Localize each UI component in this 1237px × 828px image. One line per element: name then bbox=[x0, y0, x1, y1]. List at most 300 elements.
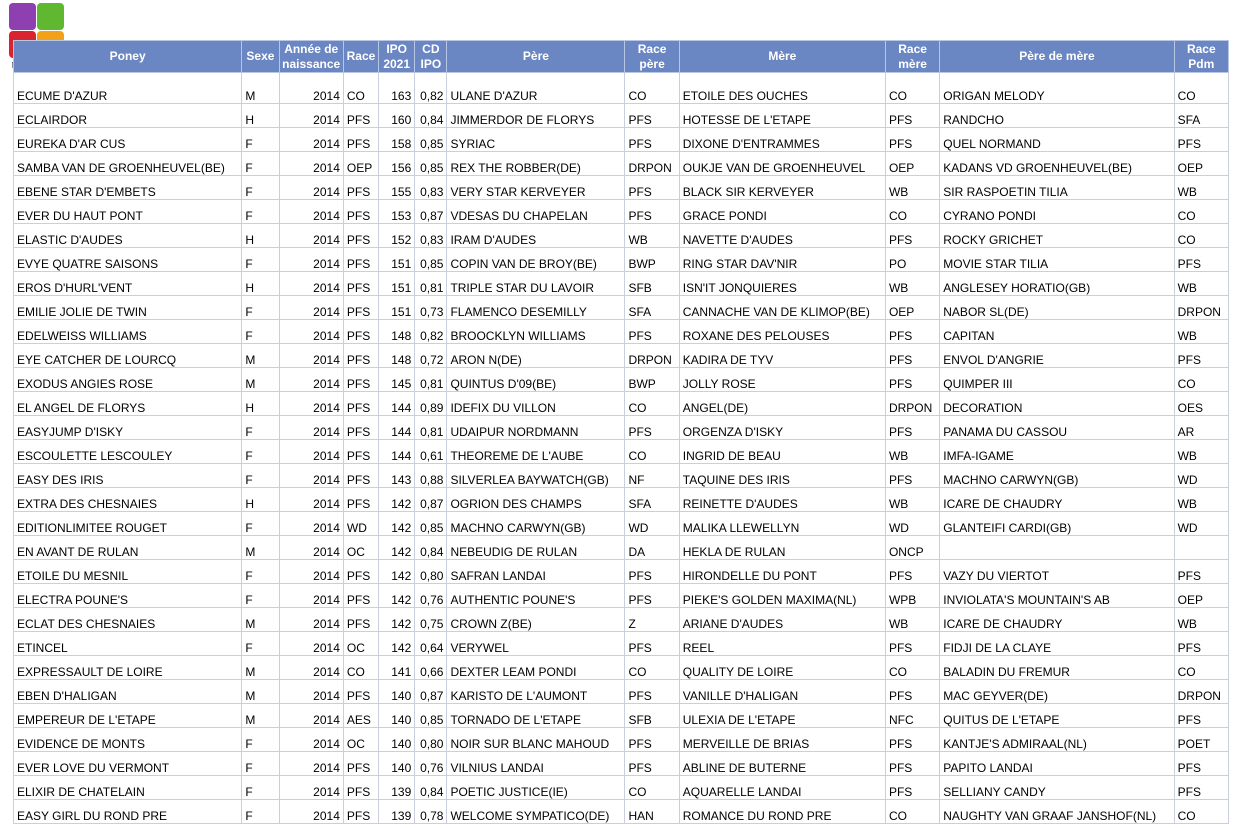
cell-annee: 2014 bbox=[279, 656, 343, 680]
cell-race-pdm: SFA bbox=[1174, 104, 1228, 128]
cell-cd-ipo: 0,72 bbox=[415, 344, 447, 368]
col-header[interactable]: Père bbox=[447, 41, 625, 73]
cell-pere: IRAM D'AUDES bbox=[447, 224, 625, 248]
cell-race-pere: PFS bbox=[625, 680, 679, 704]
cell-race-pere: SFA bbox=[625, 488, 679, 512]
cell-ipo: 140 bbox=[379, 752, 415, 776]
cell-cd-ipo: 0,76 bbox=[415, 752, 447, 776]
cell-mere: ANGEL(DE) bbox=[679, 392, 885, 416]
cell-pere: ULANE D'AZUR bbox=[447, 73, 625, 104]
cell-sexe: F bbox=[242, 584, 279, 608]
cell-race-pdm: DRPON bbox=[1174, 680, 1228, 704]
cell-sexe: M bbox=[242, 73, 279, 104]
cell-poney: EVYE QUATRE SAISONS bbox=[14, 248, 242, 272]
cell-race: PFS bbox=[343, 344, 378, 368]
cell-ipo: 140 bbox=[379, 704, 415, 728]
cell-race: PFS bbox=[343, 608, 378, 632]
cell-race-mere: WB bbox=[885, 488, 939, 512]
cell-cd-ipo: 0,84 bbox=[415, 536, 447, 560]
cell-pere-de-mere: GLANTEIFI CARDI(GB) bbox=[940, 512, 1174, 536]
cell-annee: 2014 bbox=[279, 680, 343, 704]
cell-pere-de-mere: MACHNO CARWYN(GB) bbox=[940, 464, 1174, 488]
table-row bbox=[14, 224, 1229, 248]
cell-poney: EN AVANT DE RULAN bbox=[14, 536, 242, 560]
cell-race-mere: CO bbox=[885, 73, 939, 104]
cell-mere: MERVEILLE DE BRIAS bbox=[679, 728, 885, 752]
cell-pere: VERYWEL bbox=[447, 632, 625, 656]
cell-race-pdm: WB bbox=[1174, 320, 1228, 344]
table-row bbox=[14, 632, 1229, 656]
cell-poney: ECLAT DES CHESNAIES bbox=[14, 608, 242, 632]
cell-race-pdm: WB bbox=[1174, 608, 1228, 632]
cell-ipo: 155 bbox=[379, 176, 415, 200]
cell-pere: JIMMERDOR DE FLORYS bbox=[447, 104, 625, 128]
cell-race-pdm: DRPON bbox=[1174, 296, 1228, 320]
cell-poney: ETOILE DU MESNIL bbox=[14, 560, 242, 584]
cell-poney: ECUME D'AZUR bbox=[14, 73, 242, 104]
cell-annee: 2014 bbox=[279, 632, 343, 656]
cell-ipo: 144 bbox=[379, 416, 415, 440]
cell-sexe: F bbox=[242, 752, 279, 776]
cell-pere-de-mere: QUITUS DE L'ETAPE bbox=[940, 704, 1174, 728]
cell-cd-ipo: 0,66 bbox=[415, 656, 447, 680]
cell-mere: BLACK SIR KERVEYER bbox=[679, 176, 885, 200]
cell-sexe: F bbox=[242, 200, 279, 224]
cell-pere-de-mere: BALADIN DU FREMUR bbox=[940, 656, 1174, 680]
cell-race-pere: CO bbox=[625, 73, 679, 104]
col-header[interactable]: Mère bbox=[679, 41, 885, 73]
cell-race-pdm: PFS bbox=[1174, 704, 1228, 728]
cell-race-pere: CO bbox=[625, 656, 679, 680]
cell-poney: ESCOULETTE LESCOULEY bbox=[14, 440, 242, 464]
cell-annee: 2014 bbox=[279, 344, 343, 368]
cell-cd-ipo: 0,78 bbox=[415, 800, 447, 824]
cell-pere-de-mere: MOVIE STAR TILIA bbox=[940, 248, 1174, 272]
cell-mere: ROMANCE DU ROND PRE bbox=[679, 800, 885, 824]
cell-mere: OUKJE VAN DE GROENHEUVEL bbox=[679, 152, 885, 176]
cell-race: PFS bbox=[343, 368, 378, 392]
cell-race-pere: BWP bbox=[625, 248, 679, 272]
cell-poney: EROS D'HURL'VENT bbox=[14, 272, 242, 296]
cell-sexe: M bbox=[242, 368, 279, 392]
cell-mere: ABLINE DE BUTERNE bbox=[679, 752, 885, 776]
cell-race-pdm: WB bbox=[1174, 488, 1228, 512]
cell-pere: VILNIUS LANDAI bbox=[447, 752, 625, 776]
table-row bbox=[14, 416, 1229, 440]
cell-race-mere: CO bbox=[885, 656, 939, 680]
cell-race-mere: CO bbox=[885, 800, 939, 824]
cell-sexe: H bbox=[242, 224, 279, 248]
col-header[interactable]: Père de mère bbox=[940, 41, 1174, 73]
cell-sexe: F bbox=[242, 512, 279, 536]
cell-pere-de-mere: QUIMPER III bbox=[940, 368, 1174, 392]
cell-sexe: F bbox=[242, 152, 279, 176]
cell-poney: EVER DU HAUT PONT bbox=[14, 200, 242, 224]
cell-mere: GRACE PONDI bbox=[679, 200, 885, 224]
cell-mere: KADIRA DE TYV bbox=[679, 344, 885, 368]
cell-sexe: H bbox=[242, 488, 279, 512]
cell-poney: EXODUS ANGIES ROSE bbox=[14, 368, 242, 392]
cell-annee: 2014 bbox=[279, 608, 343, 632]
cell-poney: EMILIE JOLIE DE TWIN bbox=[14, 296, 242, 320]
table-row bbox=[14, 656, 1229, 680]
cell-race-mere: WB bbox=[885, 272, 939, 296]
cell-race-mere: PFS bbox=[885, 728, 939, 752]
cell-race-mere: PFS bbox=[885, 560, 939, 584]
cell-race-mere: OEP bbox=[885, 296, 939, 320]
cell-pere-de-mere: KADANS VD GROENHEUVEL(BE) bbox=[940, 152, 1174, 176]
cell-race-pdm: WB bbox=[1174, 440, 1228, 464]
cell-pere-de-mere: CYRANO PONDI bbox=[940, 200, 1174, 224]
cell-annee: 2014 bbox=[279, 560, 343, 584]
cell-race: CO bbox=[343, 656, 378, 680]
cell-race-pere: PFS bbox=[625, 128, 679, 152]
cell-pere: TORNADO DE L'ETAPE bbox=[447, 704, 625, 728]
cell-sexe: H bbox=[242, 104, 279, 128]
cell-pere-de-mere: SIR RASPOETIN TILIA bbox=[940, 176, 1174, 200]
cell-pere: WELCOME SYMPATICO(DE) bbox=[447, 800, 625, 824]
cell-pere: THEOREME DE L'AUBE bbox=[447, 440, 625, 464]
cell-race: PFS bbox=[343, 464, 378, 488]
cell-race-mere: ONCP bbox=[885, 536, 939, 560]
cell-cd-ipo: 0,81 bbox=[415, 368, 447, 392]
cell-race-pdm: PFS bbox=[1174, 632, 1228, 656]
cell-mere: DIXONE D'ENTRAMMES bbox=[679, 128, 885, 152]
cell-pere: NEBEUDIG DE RULAN bbox=[447, 536, 625, 560]
cell-race-pere: DRPON bbox=[625, 152, 679, 176]
cell-pere: BROOCKLYN WILLIAMS bbox=[447, 320, 625, 344]
cell-pere-de-mere: DECORATION bbox=[940, 392, 1174, 416]
cell-race-pdm: CO bbox=[1174, 800, 1228, 824]
cell-cd-ipo: 0,83 bbox=[415, 176, 447, 200]
cell-sexe: F bbox=[242, 800, 279, 824]
cell-race-pere: SFB bbox=[625, 272, 679, 296]
cell-race: PFS bbox=[343, 248, 378, 272]
cell-race-pere: PFS bbox=[625, 320, 679, 344]
cell-pere-de-mere bbox=[940, 536, 1174, 560]
cell-annee: 2014 bbox=[279, 392, 343, 416]
cell-race-pdm: WD bbox=[1174, 464, 1228, 488]
cell-ipo: 163 bbox=[379, 73, 415, 104]
cell-pere-de-mere: IMFA-IGAME bbox=[940, 440, 1174, 464]
cell-cd-ipo: 0,76 bbox=[415, 584, 447, 608]
cell-pere-de-mere: SELLIANY CANDY bbox=[940, 776, 1174, 800]
cell-pere: KARISTO DE L'AUMONT bbox=[447, 680, 625, 704]
cell-race-mere: CO bbox=[885, 200, 939, 224]
table-row bbox=[14, 272, 1229, 296]
cell-race-mere: PFS bbox=[885, 368, 939, 392]
col-header[interactable]: Race Pdm bbox=[1174, 41, 1228, 73]
cell-race-mere: NFC bbox=[885, 704, 939, 728]
cell-race-pere: PFS bbox=[625, 176, 679, 200]
table-row bbox=[14, 608, 1229, 632]
cell-annee: 2014 bbox=[279, 488, 343, 512]
cell-sexe: F bbox=[242, 248, 279, 272]
table-row bbox=[14, 200, 1229, 224]
cell-race-mere: PFS bbox=[885, 416, 939, 440]
cell-race: OC bbox=[343, 728, 378, 752]
cell-pere: SAFRAN LANDAI bbox=[447, 560, 625, 584]
cell-pere-de-mere: MAC GEYVER(DE) bbox=[940, 680, 1174, 704]
cell-ipo: 158 bbox=[379, 128, 415, 152]
table-row bbox=[14, 392, 1229, 416]
cell-annee: 2014 bbox=[279, 128, 343, 152]
cell-race-pdm: WB bbox=[1174, 272, 1228, 296]
cell-cd-ipo: 0,84 bbox=[415, 776, 447, 800]
cell-race: PFS bbox=[343, 224, 378, 248]
cell-mere: JOLLY ROSE bbox=[679, 368, 885, 392]
cell-ipo: 144 bbox=[379, 392, 415, 416]
cell-race: PFS bbox=[343, 800, 378, 824]
cell-race-mere: WPB bbox=[885, 584, 939, 608]
cell-race: PFS bbox=[343, 440, 378, 464]
cell-pere-de-mere: FIDJI DE LA CLAYE bbox=[940, 632, 1174, 656]
cell-annee: 2014 bbox=[279, 296, 343, 320]
cell-ipo: 140 bbox=[379, 680, 415, 704]
cell-sexe: F bbox=[242, 728, 279, 752]
cell-sexe: M bbox=[242, 656, 279, 680]
cell-race-mere: PFS bbox=[885, 344, 939, 368]
cell-annee: 2014 bbox=[279, 704, 343, 728]
cell-poney: EDELWEISS WILLIAMS bbox=[14, 320, 242, 344]
table-row bbox=[14, 152, 1229, 176]
col-header[interactable]: Poney bbox=[14, 41, 242, 73]
cell-poney: ELASTIC D'AUDES bbox=[14, 224, 242, 248]
table-row bbox=[14, 464, 1229, 488]
cell-ipo: 139 bbox=[379, 776, 415, 800]
cell-race: PFS bbox=[343, 272, 378, 296]
cell-race: PFS bbox=[343, 584, 378, 608]
cell-pere-de-mere: ICARE DE CHAUDRY bbox=[940, 608, 1174, 632]
cell-cd-ipo: 0,85 bbox=[415, 128, 447, 152]
cell-mere: HIRONDELLE DU PONT bbox=[679, 560, 885, 584]
cell-race-pdm: PFS bbox=[1174, 752, 1228, 776]
col-header[interactable]: Race bbox=[343, 41, 378, 73]
cell-pere: SILVERLEA BAYWATCH(GB) bbox=[447, 464, 625, 488]
cell-race-mere: WB bbox=[885, 176, 939, 200]
cell-race-pere: CO bbox=[625, 440, 679, 464]
cell-annee: 2014 bbox=[279, 248, 343, 272]
cell-ipo: 153 bbox=[379, 200, 415, 224]
cell-pere: TRIPLE STAR DU LAVOIR bbox=[447, 272, 625, 296]
table-row bbox=[14, 536, 1229, 560]
cell-annee: 2014 bbox=[279, 224, 343, 248]
cell-mere: HOTESSE DE L'ETAPE bbox=[679, 104, 885, 128]
table-row bbox=[14, 728, 1229, 752]
cell-race-mere: PFS bbox=[885, 128, 939, 152]
cell-cd-ipo: 0,85 bbox=[415, 248, 447, 272]
cell-mere: ISN'IT JONQUIERES bbox=[679, 272, 885, 296]
cell-mere: ETOILE DES OUCHES bbox=[679, 73, 885, 104]
cell-mere: TAQUINE DES IRIS bbox=[679, 464, 885, 488]
table-row bbox=[14, 488, 1229, 512]
cell-cd-ipo: 0,75 bbox=[415, 608, 447, 632]
cell-sexe: F bbox=[242, 296, 279, 320]
cell-sexe: M bbox=[242, 344, 279, 368]
cell-race-pere: HAN bbox=[625, 800, 679, 824]
cell-pere: REX THE ROBBER(DE) bbox=[447, 152, 625, 176]
cell-race: PFS bbox=[343, 200, 378, 224]
cell-race-pere: BWP bbox=[625, 368, 679, 392]
cell-poney: ELIXIR DE CHATELAIN bbox=[14, 776, 242, 800]
cell-race-mere: DRPON bbox=[885, 392, 939, 416]
cell-pere: OGRION DES CHAMPS bbox=[447, 488, 625, 512]
cell-poney: EASYJUMP D'ISKY bbox=[14, 416, 242, 440]
cell-race: OC bbox=[343, 536, 378, 560]
cell-ipo: 139 bbox=[379, 800, 415, 824]
cell-pere: CROWN Z(BE) bbox=[447, 608, 625, 632]
cell-mere: QUALITY DE LOIRE bbox=[679, 656, 885, 680]
col-header[interactable]: Sexe bbox=[242, 41, 279, 73]
cell-mere: ARIANE D'AUDES bbox=[679, 608, 885, 632]
cell-mere: ULEXIA DE L'ETAPE bbox=[679, 704, 885, 728]
cell-ipo: 145 bbox=[379, 368, 415, 392]
cell-race-pdm: AR bbox=[1174, 416, 1228, 440]
table-row bbox=[14, 752, 1229, 776]
cell-pere: COPIN VAN DE BROY(BE) bbox=[447, 248, 625, 272]
cell-poney: EYE CATCHER DE LOURCQ bbox=[14, 344, 242, 368]
table-row bbox=[14, 800, 1229, 824]
cell-poney: ELECTRA POUNE'S bbox=[14, 584, 242, 608]
cell-annee: 2014 bbox=[279, 800, 343, 824]
table-row bbox=[14, 104, 1229, 128]
cell-cd-ipo: 0,89 bbox=[415, 392, 447, 416]
table-row bbox=[14, 73, 1229, 104]
cell-poney: EASY GIRL DU ROND PRE bbox=[14, 800, 242, 824]
cell-race-pdm: PFS bbox=[1174, 248, 1228, 272]
cell-pere-de-mere: KANTJE'S ADMIRAAL(NL) bbox=[940, 728, 1174, 752]
cell-ipo: 151 bbox=[379, 272, 415, 296]
cell-pere: SYRIAC bbox=[447, 128, 625, 152]
table-row bbox=[14, 344, 1229, 368]
cell-pere: IDEFIX DU VILLON bbox=[447, 392, 625, 416]
cell-mere: HEKLA DE RULAN bbox=[679, 536, 885, 560]
cell-sexe: F bbox=[242, 776, 279, 800]
cell-ipo: 142 bbox=[379, 632, 415, 656]
cell-poney: EASY DES IRIS bbox=[14, 464, 242, 488]
col-header[interactable]: Race mère bbox=[885, 41, 939, 73]
cell-race-pdm: PFS bbox=[1174, 560, 1228, 584]
cell-race: PFS bbox=[343, 320, 378, 344]
cell-race-pere: PFS bbox=[625, 728, 679, 752]
col-header[interactable]: Race père bbox=[625, 41, 679, 73]
cell-pere: VDESAS DU CHAPELAN bbox=[447, 200, 625, 224]
header-row bbox=[14, 41, 1229, 73]
cell-pere-de-mere: ENVOL D'ANGRIE bbox=[940, 344, 1174, 368]
table-row bbox=[14, 776, 1229, 800]
cell-race-pdm: POET bbox=[1174, 728, 1228, 752]
cell-pere: AUTHENTIC POUNE'S bbox=[447, 584, 625, 608]
cell-annee: 2014 bbox=[279, 176, 343, 200]
cell-race-mere: OEP bbox=[885, 152, 939, 176]
cell-race-pdm: CO bbox=[1174, 200, 1228, 224]
cell-race-pere: WB bbox=[625, 224, 679, 248]
cell-cd-ipo: 0,81 bbox=[415, 416, 447, 440]
cell-annee: 2014 bbox=[279, 200, 343, 224]
cell-ipo: 140 bbox=[379, 728, 415, 752]
cell-cd-ipo: 0,85 bbox=[415, 152, 447, 176]
col-header[interactable]: IPO 2021 bbox=[379, 41, 415, 73]
table-row bbox=[14, 560, 1229, 584]
cell-ipo: 142 bbox=[379, 560, 415, 584]
col-header[interactable]: Année de naissance bbox=[279, 41, 343, 73]
cell-race-pere: PFS bbox=[625, 416, 679, 440]
cell-ipo: 144 bbox=[379, 440, 415, 464]
cell-cd-ipo: 0,73 bbox=[415, 296, 447, 320]
cell-sexe: F bbox=[242, 416, 279, 440]
cell-race-mere: WD bbox=[885, 512, 939, 536]
cell-pere: UDAIPUR NORDMANN bbox=[447, 416, 625, 440]
cell-cd-ipo: 0,85 bbox=[415, 704, 447, 728]
cell-race: PFS bbox=[343, 416, 378, 440]
cell-ipo: 142 bbox=[379, 536, 415, 560]
cell-pere-de-mere: NABOR SL(DE) bbox=[940, 296, 1174, 320]
cell-race-pere: CO bbox=[625, 776, 679, 800]
cell-race-pdm: PFS bbox=[1174, 776, 1228, 800]
cell-sexe: F bbox=[242, 464, 279, 488]
table-row bbox=[14, 584, 1229, 608]
cell-sexe: F bbox=[242, 128, 279, 152]
cell-pere-de-mere: ANGLESEY HORATIO(GB) bbox=[940, 272, 1174, 296]
cell-race-mere: PFS bbox=[885, 464, 939, 488]
cell-cd-ipo: 0,87 bbox=[415, 200, 447, 224]
cell-ipo: 148 bbox=[379, 344, 415, 368]
cell-race-pdm: PFS bbox=[1174, 344, 1228, 368]
cell-pere-de-mere: ICARE DE CHAUDRY bbox=[940, 488, 1174, 512]
cell-mere: CANNACHE VAN DE KLIMOP(BE) bbox=[679, 296, 885, 320]
table-row bbox=[14, 176, 1229, 200]
cell-race-pere: PFS bbox=[625, 752, 679, 776]
results-table bbox=[13, 40, 1229, 824]
cell-race-mere: PFS bbox=[885, 776, 939, 800]
cell-race-pere: PFS bbox=[625, 104, 679, 128]
cell-ipo: 143 bbox=[379, 464, 415, 488]
table-body bbox=[14, 73, 1229, 824]
cell-race: PFS bbox=[343, 392, 378, 416]
cell-race-mere: PFS bbox=[885, 680, 939, 704]
cell-race-mere: PFS bbox=[885, 320, 939, 344]
cell-race: PFS bbox=[343, 776, 378, 800]
cell-poney: EVIDENCE DE MONTS bbox=[14, 728, 242, 752]
cell-race: PFS bbox=[343, 680, 378, 704]
cell-annee: 2014 bbox=[279, 584, 343, 608]
cell-race-pdm: OEP bbox=[1174, 152, 1228, 176]
cell-poney: ECLAIRDOR bbox=[14, 104, 242, 128]
cell-race: PFS bbox=[343, 560, 378, 584]
cell-race-pdm: PFS bbox=[1174, 128, 1228, 152]
cell-sexe: F bbox=[242, 320, 279, 344]
cell-sexe: F bbox=[242, 632, 279, 656]
cell-annee: 2014 bbox=[279, 464, 343, 488]
cell-race-pdm: CO bbox=[1174, 368, 1228, 392]
cell-race-pere: SFA bbox=[625, 296, 679, 320]
cell-cd-ipo: 0,82 bbox=[415, 320, 447, 344]
cell-sexe: M bbox=[242, 608, 279, 632]
cell-ipo: 142 bbox=[379, 488, 415, 512]
cell-race-pere: WD bbox=[625, 512, 679, 536]
cell-cd-ipo: 0,83 bbox=[415, 224, 447, 248]
table-row bbox=[14, 512, 1229, 536]
cell-cd-ipo: 0,85 bbox=[415, 512, 447, 536]
cell-annee: 2014 bbox=[279, 728, 343, 752]
col-header[interactable]: CD IPO bbox=[415, 41, 447, 73]
cell-race: OEP bbox=[343, 152, 378, 176]
cell-ipo: 151 bbox=[379, 248, 415, 272]
cell-cd-ipo: 0,81 bbox=[415, 272, 447, 296]
cell-ipo: 160 bbox=[379, 104, 415, 128]
cell-mere: AQUARELLE LANDAI bbox=[679, 776, 885, 800]
cell-pere-de-mere: PAPITO LANDAI bbox=[940, 752, 1174, 776]
